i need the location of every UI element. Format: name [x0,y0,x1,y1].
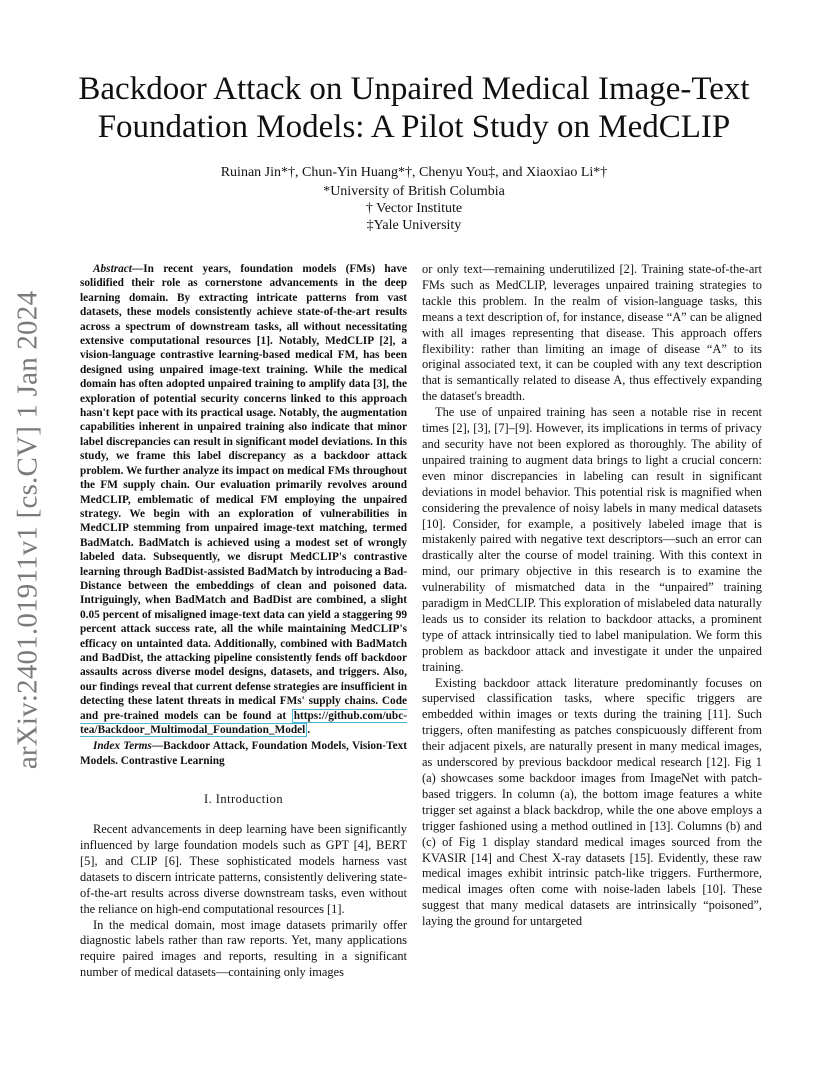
author-block [60,164,768,234]
abstract-body: —In recent years, foundation models (FMs) have solidified their role as cornerstone advancements in the deep learning domain. By extracting intricate patterns from vast datasets, these models consistently achieve state-of-the-art results across a spectrum of downstream tasks, all without necessitating extensive computational resources [1]. Notably, MedCLIP [2], a vision-language contrastive learning-based medical FM, has been designed using unpaired image-text training. While the medical domain has often adopted unpaired training to amplify data [3], the exploration of potential security concerns linked to this approach hasn't kept pace with its practical usage. Notably, the augmentation capabilities inherent in unpaired training also indicate that minor label discrepancies can result in significant model deviations. In this study, we frame this label discrepancy as a backdoor attack problem. We further analyze its impact on medical FMs throughout the FM supply chain. Our evaluation primarily revolves around MedCLIP, emblematic of medical FM employing the unpaired strategy. We begin with an exploration of vulnerabilities in MedCLIP stemming from unpaired image-text matching, termed BadMatch. BadMatch is achieved using a modest set of wrongly labeled data. Subsequently, we disrupt MedCLIP's contrastive learning through BadDist-assisted BadMatch by introducing a Bad-Distance between the embeddings of clean and poisoned data. Intriguingly, when BadMatch and BadDist are combined, a slight 0.05 percent of misaligned image-text data can yield a staggering 99 percent attack success rate, all the while maintaining MedCLIP's efficacy on untainted data. Additionally, combined with BadMatch and BadDist, the attacking pipeline consistently fends off backdoor assaults across diverse model designs, datasets, and triggers. Also, our findings reveal that current defense strategies are insufficient in detecting these latent threats in medical FMs' supply chains. Code and pre-trained models can be found at [80,263,407,722]
code-link[interactable]: https://github.com/ubc-tea/Backdoor_Multimodal_Foundation_Model [80,709,407,736]
intro-paragraph-2: In the medical domain, most image datasets primarily offer diagnostic labels rather than raw reports. Yet, many applications require paired images and reports, resulting in a significant number of medical datasets—containing only images [80,917,407,980]
affiliation-1: *University of British Columbia [323,184,505,199]
title-line-2: Foundation Models: A Pilot Study on MedCLIP [97,109,731,145]
right-paragraph-2: The use of unpaired training has seen a notable rise in recent times [2], [3], [7]–[9]. However, its implications in terms of privacy and security have not been explored as thoroughly. The ability of unpaired training to augment data brings to light a crucial concern: even minor discrepancies in labeling can result in significant deviations in model behavior. This potential risk is magnified when considering the prevalence of noisy labels in many medical datasets [10]. Consider, for example, a positively labeled image that is mistakenly paired with negative text descriptors—such an error can drastically alter the course of model training. With this context in mind, our primary objective in this research is to examine the vulnerability of mismatched data in the “unpaired” training paradigm in MedCLIP. This exploration of mislabeled data naturally leads us to consider its relation to backdoor attacks, a prominent type of attack intrinsically tied to label manipulation. We form this problem as backdoor attack and investigate it under the unpaired training. [422,405,762,674]
right-column [422,262,762,930]
index-terms [80,739,407,768]
right-paragraph-3: Existing backdoor attack literature predominantly focuses on supervised classification tasks, where specific triggers are embedded within images or texts during the training [11]. Such triggers, often manifesting as patches conspicuously different from their adjacent pixels, are naturally present in many medical images, as underscored by previous backdoor medical research [12]. Fig 1 (a) showcases some backdoor images from ImageNet with patch-based triggers. In column (a), the bottom image features a white trigger set against a black backdrop, while the one above employs a trigger fashioned using a method outlined in [13]. Columns (b) and (c) of Fig 1 display standard medical images sourced from the KVASIR [14] and Chest X-ray datasets [15]. Evidently, these raw medical images exhibit intrinsic patch-like triggers. Furthermore, medical images often come with noise-laden labels [10]. These suggest that many medical datasets are intrinsically “poisoned”, laying the ground for untargeted [422,675,762,929]
abstract-tail: . [307,724,311,736]
abstract [80,262,407,737]
index-terms-label: Index Terms [93,740,152,753]
author-names: Ruinan Jin*†, Chun-Yin Huang*†, Chenyu You‡, and Xiaoxiao Li*† [220,165,608,180]
affiliation-2: † Vector Institute [365,201,463,216]
intro-paragraph-1: Recent advancements in deep learning have been significantly influenced by large foundation models such as GPT [4], BERT [5], and CLIP [6]. These sophisticated models harness vast datasets to discern intricate patterns, consistently delivering state-of-the-art results across diverse downstream tasks, even without the reliance on high-end computational resources [1]. [80,822,407,916]
section-heading-introduction: I. Introduction [203,792,284,807]
abstract-label: Abstract [93,263,132,275]
arxiv-sidebar-stamp [0,290,58,770]
paper-title [60,70,768,146]
index-terms-body: —Backdoor Attack, Foundation Models, Vision-Text Models. Contrastive Learning [80,740,407,767]
arxiv-id: arXiv:2401.01911v1 [cs.CV] 1 Jan 2024 [11,290,44,770]
affiliation-3: ‡Yale University [366,218,462,233]
right-paragraph-1: or only text—remaining underutilized [2]. Training state-of-the-art FMs such as MedCLIP, leverages unpaired training strategies to tackle this problem. In the realm of vision-language tasks, this means a text description of, for instance, disease “A” can be aligned with all images representing that disease. This approach offers flexibility: rather than limiting an image of disease “A” to its original associated text, it can be coupled with any text description that is semantically related to disease A, thus effectively expanding the dataset's breadth. [422,262,762,404]
left-column [80,262,407,981]
title-line-1: Backdoor Attack on Unpaired Medical Image-Text [78,71,750,107]
